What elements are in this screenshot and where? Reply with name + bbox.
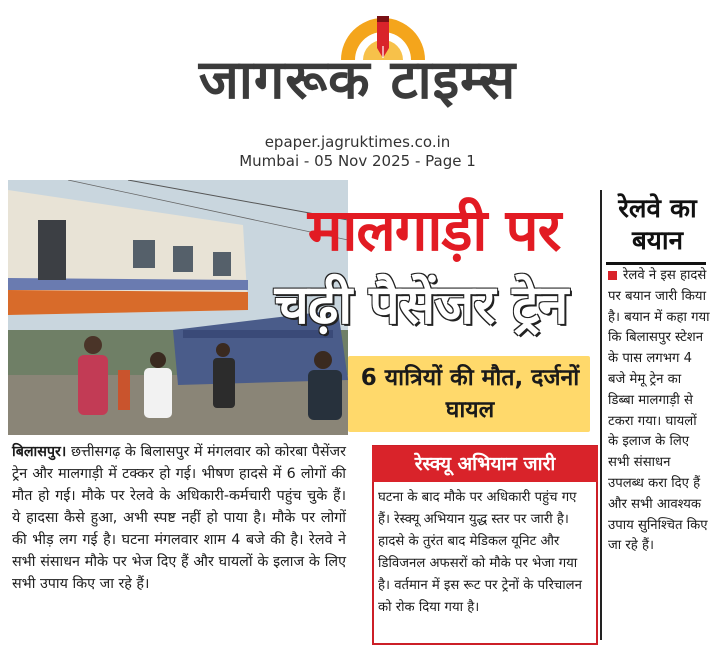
headline-line-1: मालगाड़ी पर xyxy=(307,196,561,264)
sidebar-text: रेलवे ने इस हादसे पर बयान जारी किया है। बयान में कहा गया कि बिलासपुर स्टेशन के पास लगभग 4 बजे मेमू ट्रेन का डिब्बा मालगाड़ी से टकरा गया। घायलों के इलाज के लिए सभी संसाधन उपलब्ध करा दिए हैं और सभी आवश्यक उपाय सुनिश्चित किए जा रहे हैं। xyxy=(608,268,710,554)
sidebar-title-rule xyxy=(606,262,706,265)
headline-line-2: चढ़ी पैसेंजर ट्रेन xyxy=(274,273,568,336)
square-bullet-icon xyxy=(608,271,617,280)
sidebar-body xyxy=(608,266,710,557)
rescue-body: घटना के बाद मौके पर अधिकारी पहुंच गए हैं। रेस्क्यू अभियान युद्ध स्तर पर जारी है। हादसे के तुरंत बाद मेडिकल यूनिट और डिविजनल अफसरों को मौके पर भेजा गया है। वर्तमान में इस रूट पर ट्रेनों के परिचालन को रोक दिया गया है। xyxy=(378,490,582,615)
story-body xyxy=(12,441,346,595)
dateline: बिलासपुर। xyxy=(12,444,67,460)
sidebar-divider xyxy=(600,190,602,640)
sidebar-title: रेलवे का बयान xyxy=(618,194,697,256)
edition-line: Mumbai - 05 Nov 2025 - Page 1 xyxy=(239,152,476,170)
rescue-heading: रेस्क्यू अभियान जारी xyxy=(372,446,598,482)
site-url: epaper.jagruktimes.co.in xyxy=(264,133,451,151)
story-text: छत्तीसगढ़ के बिलासपुर में मंगलवार को कोरबा पैसेंजर ट्रेन और मालगाड़ी में टक्कर हो गई। भीषण हादसे में 6 लोगों की मौत हो गई। मौके पर रेलवे के अधिकारी-कर्मचारी पहुंच चुके हैं। ये हादसा कैसे हुआ, अभी स्पष्ट नहीं हो पाया है। मौके पर लोगों की भीड़ लग गई है। घटना मंगलवार शाम 4 बजे की है। रेलवे ने सभी संसाधन मौके पर भेज दिए हैं और घायलों के इलाज के लिए सभी उपाय किए जा रहे हैं। xyxy=(12,444,347,592)
logo-wordmark: जागरूक टाइम्स xyxy=(198,48,517,111)
subhead: 6 यात्रियों की मौत, दर्जनों घायल xyxy=(360,365,580,423)
